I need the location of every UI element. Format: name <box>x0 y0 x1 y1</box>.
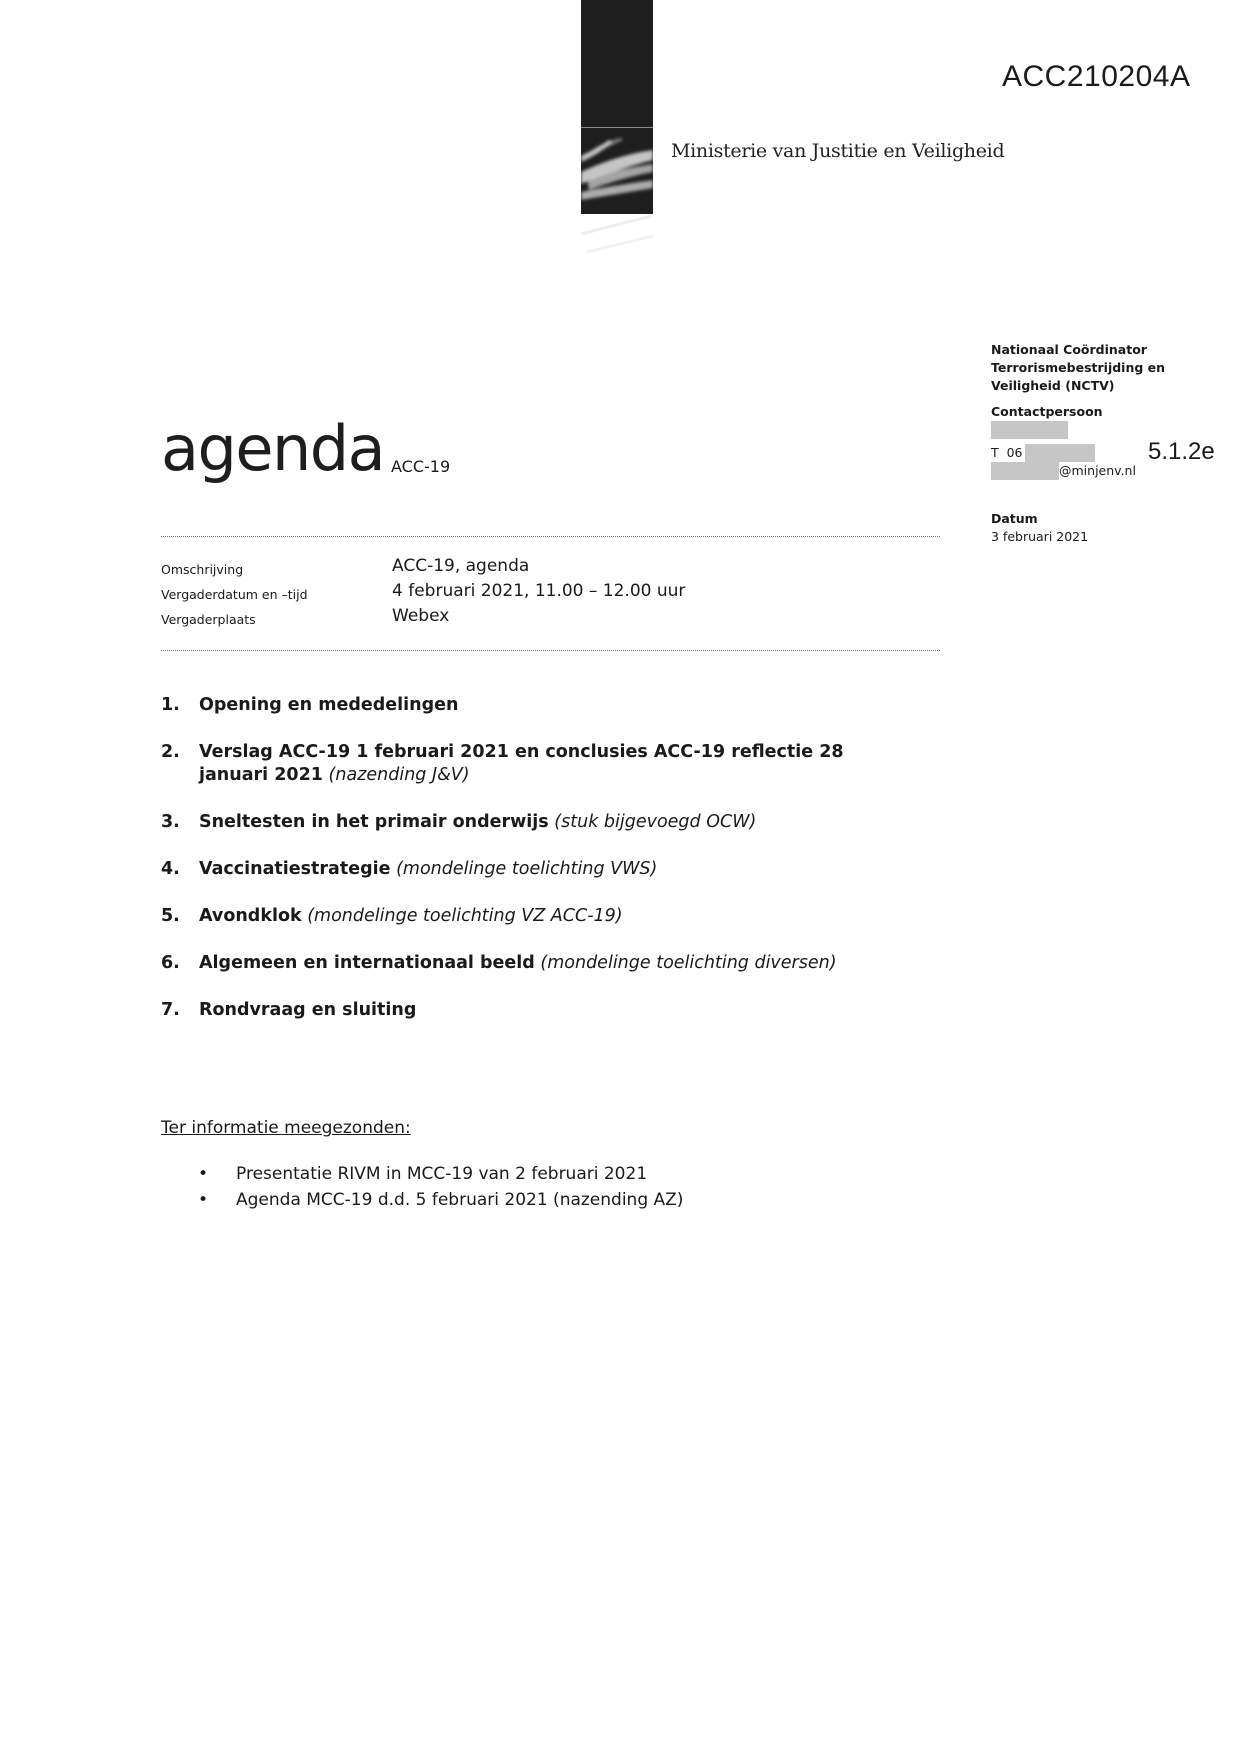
organization-line: Terrorismebestrijding en <box>991 360 1166 375</box>
info-list <box>198 1164 898 1216</box>
organization-line: Nationaal Coördinator <box>991 342 1147 357</box>
agenda-title: Rondvraag en sluiting <box>199 1000 417 1020</box>
title-sub: ACC-19 <box>391 457 451 476</box>
agenda-item <box>161 952 921 975</box>
agenda-title: Vaccinatiestrategie <box>199 859 391 879</box>
document-title <box>161 412 384 485</box>
agenda-title: Sneltesten in het primair onderwijs <box>199 812 549 832</box>
info-item <box>198 1190 898 1216</box>
agenda-note: (nazending J&V) <box>328 765 470 785</box>
ministry-name: Ministerie van Justitie en Veiligheid <box>671 140 1005 162</box>
contact-name-row <box>991 421 1231 439</box>
bullet-icon: • <box>198 1164 209 1184</box>
agenda-note: (mondelinge toelichting diversen) <box>540 953 837 973</box>
agenda-number: 3. <box>161 812 180 832</box>
agenda-item <box>161 741 921 787</box>
agenda-number: 1. <box>161 695 180 715</box>
agenda-number: 7. <box>161 1000 180 1020</box>
meta-value: ACC-19, agenda <box>392 556 530 576</box>
redaction-code: 5.1.2e <box>1148 438 1215 465</box>
info-item-text: Presentatie RIVM in MCC-19 van 2 februari 2021 <box>236 1164 648 1184</box>
contact-label: Contactpersoon <box>991 404 1103 419</box>
agenda-item <box>161 694 921 717</box>
redacted-contact-name <box>991 421 1068 439</box>
redacted-phone <box>1025 444 1095 462</box>
agenda-title: Verslag ACC-19 1 februari 2021 en conclusies ACC-19 reflectie 28 januari 2021 <box>199 742 844 785</box>
organization-line: Veiligheid (NCTV) <box>991 378 1115 393</box>
agenda-number: 6. <box>161 953 180 973</box>
meta-value: 4 februari 2021, 11.00 – 12.00 uur <box>392 581 686 601</box>
logo-shadow <box>581 214 653 259</box>
divider-top <box>161 536 940 537</box>
agenda-note: (mondelinge toelichting VZ ACC-19) <box>307 906 623 926</box>
agenda-item <box>161 811 921 834</box>
title-main: agenda <box>161 412 385 485</box>
agenda-number: 4. <box>161 859 180 879</box>
agenda-number: 5. <box>161 906 180 926</box>
redacted-email <box>991 462 1059 480</box>
agenda-note: (stuk bijgevoegd OCW) <box>554 812 757 832</box>
logo-texture <box>581 128 653 214</box>
bullet-icon: • <box>198 1190 209 1210</box>
info-item-text: Agenda MCC-19 d.d. 5 februari 2021 (nazending AZ) <box>236 1190 684 1210</box>
date-label: Datum <box>991 511 1038 526</box>
email-suffix: @minjenv.nl <box>1059 463 1136 478</box>
meta-label: Vergaderplaats <box>161 612 256 627</box>
meta-value: Webex <box>392 606 450 626</box>
info-item <box>198 1164 898 1190</box>
info-section <box>161 1118 684 1210</box>
agenda-note: (mondelinge toelichting VWS) <box>396 859 658 879</box>
divider-bottom <box>161 650 940 651</box>
agenda-title: Avondklok <box>199 906 302 926</box>
ministry-logo <box>581 0 653 214</box>
agenda-item <box>161 905 921 928</box>
document-reference: ACC210204A <box>1002 60 1191 93</box>
date-value: 3 februari 2021 <box>991 529 1089 544</box>
agenda-title: Opening en mededelingen <box>199 695 459 715</box>
phone-prefix: T 06 <box>991 445 1023 460</box>
meta-label: Omschrijving <box>161 562 244 577</box>
info-title: Ter informatie meegezonden: <box>161 1118 411 1138</box>
meta-label: Vergaderdatum en –tijd <box>161 587 308 602</box>
agenda-item <box>161 858 921 881</box>
organization-name <box>991 341 1231 395</box>
agenda-number: 2. <box>161 742 180 762</box>
agenda-title: Algemeen en internationaal beeld <box>199 953 535 973</box>
agenda-list <box>161 694 921 1046</box>
agenda-item <box>161 999 921 1022</box>
